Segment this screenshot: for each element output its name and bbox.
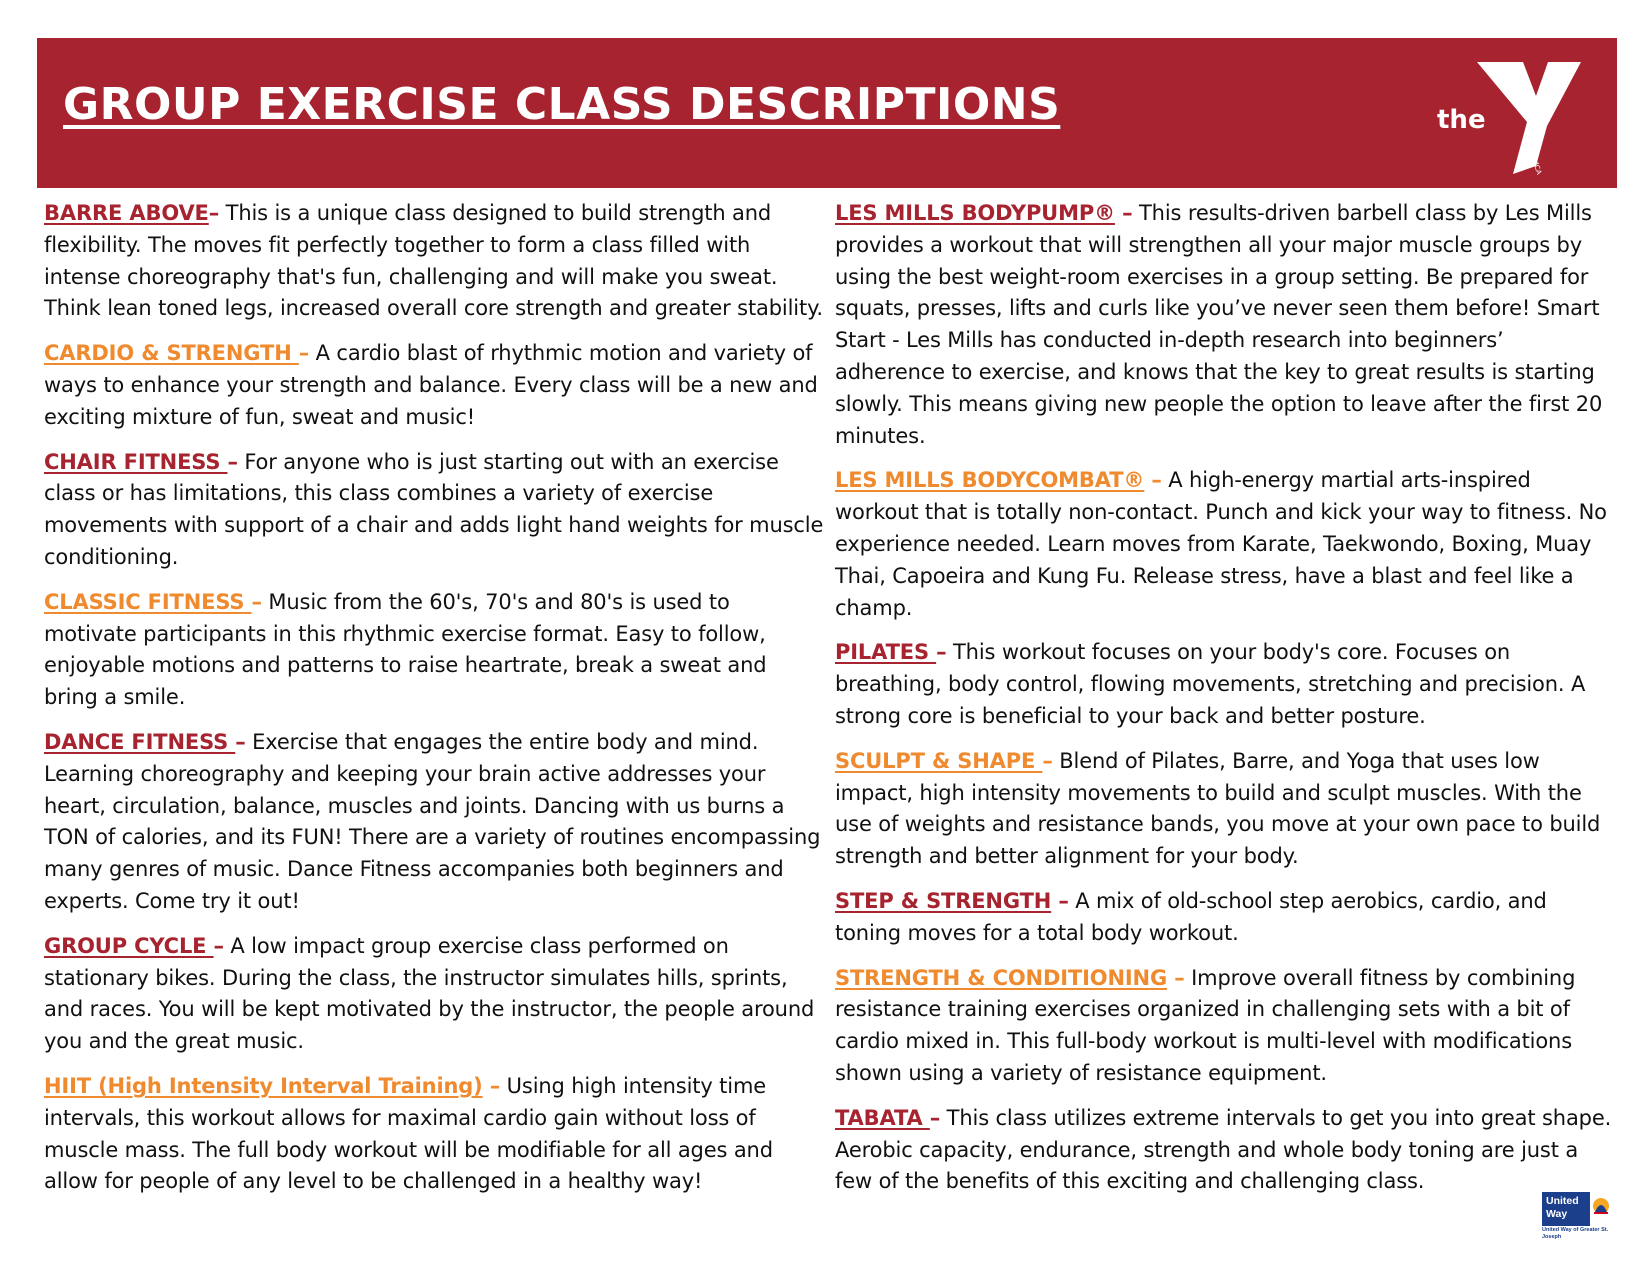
class-description <box>44 1071 824 1198</box>
class-name: PILATES <box>835 640 937 665</box>
class-description <box>835 963 1617 1090</box>
class-name: LES MILLS BODYPUMP® <box>835 201 1115 225</box>
class-text: A high-energy martial arts-inspired workout that is totally non-contact. Punch and kick your way to fitness. No experience needed. Learn moves from Karate, Taekwondo, Boxing, Muay Thai, Capoeira and Kung Fu. Release stress, have a blast and feel like a champ. <box>835 468 1607 620</box>
class-text: Improve overall fitness by combining resistance training exercises organized in challenging sets with a bit of cardio mixed in. This full-body workout is multi-level with modifications shown using a variety of resistance equipment. <box>835 965 1576 1085</box>
class-dash: – <box>1042 748 1053 773</box>
class-description <box>44 447 824 574</box>
class-text: Using high intensity time intervals, this workout allows for maximal cardio gain without loss of muscle mass. The full body workout will be modifiable for all ages and allow for people of any level to be challenged in a healthy way! <box>44 1073 773 1194</box>
class-name: TABATA <box>835 1105 930 1130</box>
class-dash: – <box>227 449 238 474</box>
united-way-subtitle: United Way of Greater St. Joseph <box>1542 1227 1609 1240</box>
class-dash: – <box>298 341 310 366</box>
class-name: DANCE FITNESS <box>44 729 236 754</box>
class-text: For anyone who is just starting out with an exercise class or has limitations, this class combines a variety of exercise movements with support of a chair and adds light hand weights for muscle conditioning. <box>44 449 824 569</box>
header-banner <box>37 38 1617 188</box>
class-text: A cardio blast of rhythmic motion and variety of ways to enhance your strength and balance. Every class will be a new and exciting mixture of fun, sweat and music! <box>44 341 818 429</box>
class-name: BARRE ABOVE <box>44 201 209 225</box>
class-name: CHAIR FITNESS <box>44 449 228 474</box>
right-column <box>835 198 1617 1211</box>
left-column <box>44 198 824 1211</box>
class-description <box>835 637 1617 732</box>
class-description <box>835 746 1617 873</box>
class-text: Exercise that engages the entire body and mind. Learning choreography and keeping your brain active addresses your heart, circulation, balance, muscles and joints. Dancing with us burns a TON of calories, and its FUN! There are a variety of routines encompassing many genres of music. Dance Fitness accompanies both beginners and experts. Come try it out! <box>44 729 821 913</box>
class-text: Music from the 60's, 70's and 80's is used to motivate participants in this rhythmic exercise format. Easy to follow, enjoyable motions and patterns to raise heartrate, break a sweat and bring a smile. <box>44 589 767 710</box>
united-way-line1: United <box>1546 1195 1579 1207</box>
class-description <box>835 465 1617 624</box>
logo-ymca-text: YMCA <box>1529 154 1543 176</box>
ymca-y-icon <box>1415 56 1585 176</box>
class-name: SCULPT & SHAPE <box>835 748 1043 773</box>
class-text: This is a unique class designed to build strength and flexibility. The moves fit perfectly together to form a class filled with intense choreography that's fun, challenging and will make you sweat. Think lean toned legs, increased overall core strength and greater stability. <box>44 201 823 321</box>
class-description <box>835 1103 1617 1198</box>
ymca-logo <box>1415 56 1585 176</box>
class-name: STRENGTH & CONDITIONING <box>835 965 1168 990</box>
class-name: CARDIO & STRENGTH <box>44 341 299 366</box>
page-title: GROUP EXERCISE CLASS DESCRIPTIONS <box>63 79 1061 130</box>
class-text: This results-driven barbell class by Les Mills provides a workout that will strengthen all your major muscle groups by using the best weight-room exercises in a group setting. Be prepared for squats, presses, lifts and curls like you’ve never seen them before! Smart Start - Les Mills has conducted in-depth research into beginners’ adherence to exercise, and knows that the key to great results is starting slowly. This means giving new people the option to leave after the first 20 minutes. <box>835 201 1603 448</box>
class-dash: – <box>1051 888 1069 913</box>
class-text: A low impact group exercise class performed on stationary bikes. During the class, the instructor simulates hills, sprints, and races. You will be kept motivated by the instructor, the people around you and the great music. <box>44 933 815 1054</box>
class-dash: – <box>482 1073 501 1098</box>
class-dash: – <box>213 933 224 958</box>
class-description <box>44 727 824 918</box>
class-dash: – <box>208 201 220 225</box>
class-dash: – <box>251 589 262 614</box>
class-description <box>44 198 824 325</box>
class-text: This workout focuses on your body's core. Focuses on breathing, body control, flowing movements, stretching and precision. A strong core is beneficial to your back and better posture. <box>835 640 1586 728</box>
united-way-line2: Way <box>1546 1208 1568 1220</box>
class-description <box>44 338 824 433</box>
class-description <box>835 198 1617 452</box>
class-name: STEP & STRENGTH <box>835 888 1052 913</box>
class-dash: – <box>936 640 947 665</box>
class-dash: – <box>235 729 246 754</box>
class-name: HIIT (High Intensity Interval Training) <box>44 1073 483 1098</box>
class-dash: – <box>1167 965 1185 990</box>
united-way-badge <box>1542 1192 1590 1226</box>
class-text: Blend of Pilates, Barre, and Yoga that uses low impact, high intensity movements to build and sculpt muscles. With the use of weights and resistance bands, you move at your own pace to build strength and better alignment for your body. <box>835 748 1601 869</box>
class-text: This class utilizes extreme intervals to get you into great shape. Aerobic capacity, endurance, strength and whole body toning are just a few of the benefits of this exciting and challenging class. <box>835 1105 1612 1194</box>
united-way-logo <box>1542 1192 1612 1242</box>
class-name: GROUP CYCLE <box>44 933 214 958</box>
logo-the-text: the <box>1437 105 1486 135</box>
class-description <box>835 886 1617 950</box>
united-way-hand-icon <box>1590 1192 1612 1226</box>
class-dash: – <box>929 1105 941 1130</box>
class-description <box>44 587 824 714</box>
class-dash: – <box>1144 468 1162 493</box>
class-name: CLASSIC FITNESS <box>44 589 252 614</box>
class-description <box>44 931 824 1058</box>
class-name: LES MILLS BODYCOMBAT® <box>835 468 1145 493</box>
class-text: A mix of old-school step aerobics, cardio, and toning moves for a total body workout. <box>835 888 1547 945</box>
class-dash: – <box>1114 201 1133 225</box>
